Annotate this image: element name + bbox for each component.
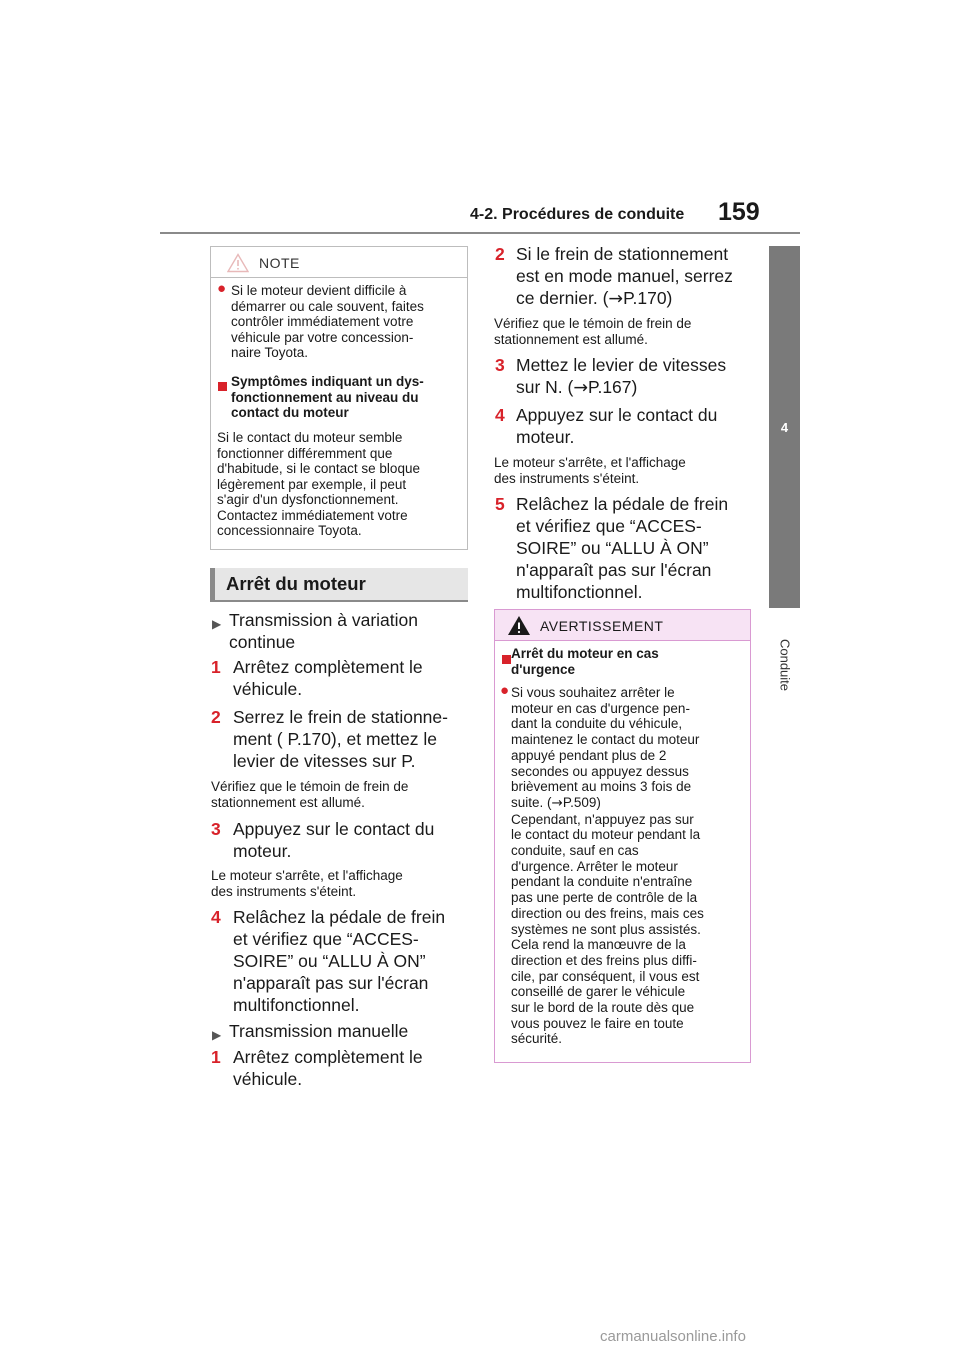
- page-number: 159: [718, 198, 760, 226]
- right-step-4-text: Appuyez sur le contact du moteur.: [516, 405, 718, 447]
- manual-step-1-text: Arrêtez complètement le véhicule.: [233, 1047, 423, 1089]
- right-step-number-3: 3: [495, 355, 505, 375]
- step-1-text: Arrêtez complètement le véhicule.: [233, 657, 423, 699]
- note-body: Si le contact du moteur semble fonctionner différemment que d'habitude, si le contact se bloque légèrement par exemple, il peut s'agir d'un dysfonctionnement. Contactez immédiatement votre concessionnaire Toyota.: [217, 430, 420, 538]
- manual-step-number-1: 1: [211, 1047, 221, 1067]
- note-heading-square-icon: [218, 378, 227, 396]
- step-2-text: Serrez le frein de stationne- ment ( P.170), et mettez le levier de vitesses sur P.: [233, 707, 448, 771]
- manual-label: Transmission manuelle: [229, 1021, 409, 1041]
- warning-title: AVERTISSEMENT: [540, 618, 664, 634]
- right-step-4-note: Le moteur s'arrête, et l'affichage des instruments s'éteint.: [494, 455, 686, 486]
- caution-triangle-icon: [227, 253, 249, 273]
- manual-marker-icon: ▶: [212, 1028, 222, 1042]
- step-3-text: Appuyez sur le contact du moteur.: [233, 819, 435, 861]
- chapter-tab: [769, 246, 800, 608]
- step-number-1: 1: [211, 657, 221, 677]
- note-heading: Symptômes indiquant un dys- fonctionnement au niveau du contact du moteur: [231, 374, 424, 420]
- section-heading-bar: [210, 568, 215, 600]
- note-bullet-icon: ●: [217, 280, 227, 297]
- warning-box: [494, 609, 751, 1063]
- right-step-2-note: Vérifiez que le témoin de frein de stationnement est allumé.: [494, 316, 692, 347]
- note-item-text: Si le moteur devient difficile à démarrer ou cale souvent, faites contrôler immédiatement votre véhicule par votre concession- naire Toyota.: [231, 283, 424, 360]
- note-box: [210, 246, 468, 550]
- warning-bullet-icon: ●: [500, 682, 510, 699]
- warning-heading-square-icon: [502, 651, 511, 669]
- right-step-number-2: 2: [495, 244, 505, 264]
- header-rule: [160, 232, 800, 234]
- note-title: NOTE: [259, 255, 300, 271]
- chapter-label: Conduite: [777, 638, 793, 692]
- section-header: 4-2. Procédures de conduite: [470, 206, 685, 223]
- note-header: [211, 247, 467, 278]
- step-number-3: 3: [211, 819, 221, 839]
- cvt-marker-icon: ▶: [212, 617, 222, 631]
- section-heading: Arrêt du moteur: [226, 573, 366, 594]
- warning-heading: Arrêt du moteur en cas d'urgence: [511, 646, 659, 677]
- right-step-number-5: 5: [495, 494, 505, 514]
- watermark: carmanualsonline.info: [600, 1328, 746, 1345]
- chapter-number: 4: [780, 419, 789, 435]
- right-step-2-text: Si le frein de stationnement est en mode manuel, serrez ce dernier. (→P.170): [516, 244, 733, 309]
- warning-header: [495, 610, 750, 641]
- section-heading-box: [210, 568, 468, 602]
- warning-triangle-icon: [507, 615, 531, 636]
- warning-body: Si vous souhaitez arrêter le moteur en cas d'urgence pen- dant la conduite du véhicule, maintenez le contact du moteur appuyé pendant plus de 2 secondes ou appuyez dessus brièvement au moins 3 fois de suite. (→P.509) Cependant, n'appuyez pas sur le contact du moteur pendant la conduite, sauf en cas d'urgence. Arrêter le moteur pendant la conduite n'entraîne pas une perte de contrôle de la direction ou des freins, mais ces systèmes ne sont plus assistés. Cela rend la manœuvre de la direction et des freins plus diffi- cile, par conséquent, il vous est conseillé de garer le véhicule sur le bord de la route dès que vous pouvez le faire en toute sécurité.: [511, 685, 704, 1047]
- right-step-number-4: 4: [495, 405, 505, 425]
- step-number-2: 2: [211, 707, 221, 727]
- right-step-5-text: Relâchez la pédale de frein et vérifiez que “ACCES- SOIRE” ou “ALLU À ON” n'apparaît pas sur l'écran multifonctionnel.: [516, 494, 729, 602]
- step-3-note: Le moteur s'arrête, et l'affichage des instruments s'éteint.: [211, 868, 403, 899]
- step-4-text: Relâchez la pédale de frein et vérifiez que “ACCES- SOIRE” ou “ALLU À ON” n'apparaît pas sur l'écran multifonctionnel.: [233, 907, 446, 1015]
- step-number-4: 4: [211, 907, 221, 927]
- cvt-label: Transmission à variation continue: [229, 610, 419, 652]
- step-2-note: Vérifiez que le témoin de frein de stationnement est allumé.: [211, 779, 409, 810]
- right-step-3-text: Mettez le levier de vitesses sur N. (→P.167): [516, 355, 727, 398]
